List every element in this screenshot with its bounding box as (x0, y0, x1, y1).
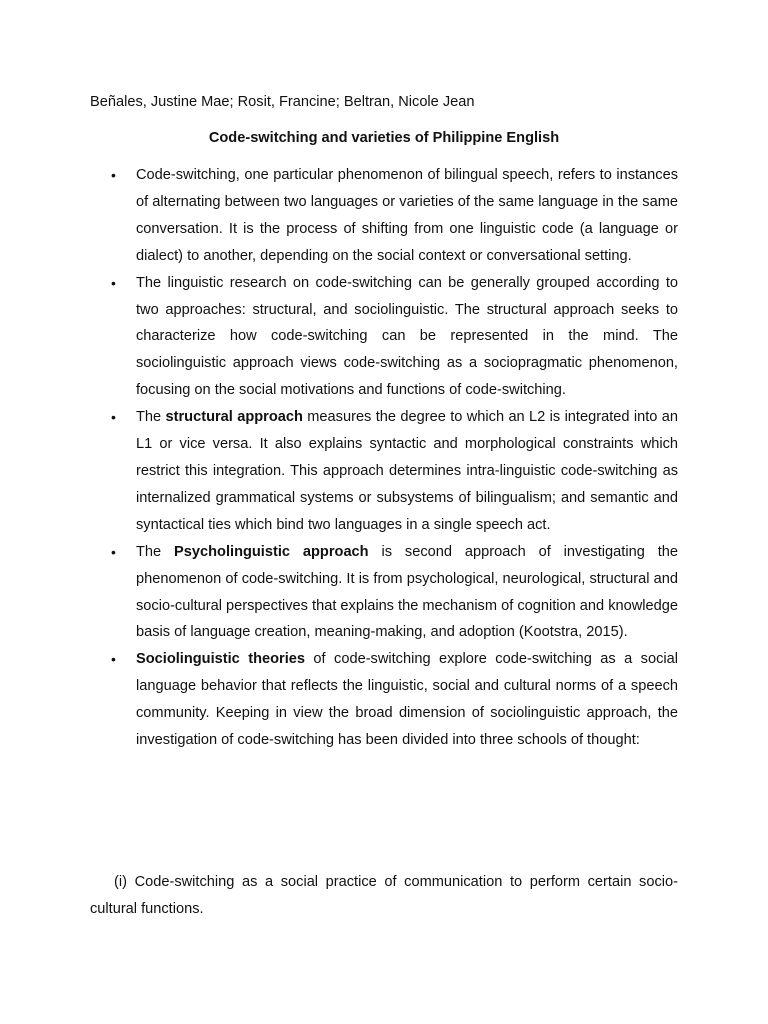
bullet-icon: • (111, 274, 116, 291)
bullet-text (136, 409, 678, 533)
bullet-icon: • (111, 651, 116, 668)
bullet-item-5 (111, 646, 678, 754)
bullet-list (111, 162, 678, 754)
document-title: Code-switching and varieties of Philippine English (208, 130, 560, 146)
bullet-text: The linguistic research on code-switching can be generally grouped according to two approaches: structural, and sociolinguistic. The structural approach seeks to characterize how code-switching can be represented in the mind. The sociolinguistic approach views code-switching as a sociopragmatic phenomenon, focusing on the social motivations and functions of code-switching. (136, 274, 678, 399)
bullet-text (136, 651, 678, 748)
bullet-bold-term: Psycholinguistic approach (174, 543, 369, 560)
bullet-bold-term: structural approach (165, 409, 303, 426)
bullet-item-2 (111, 270, 678, 405)
bullet-item-4 (111, 539, 678, 647)
bullet-icon: • (111, 409, 116, 426)
bullet-prefix: The (136, 409, 166, 426)
bullet-item-3 (111, 404, 678, 539)
bullet-bold-term: Sociolinguistic theories (136, 651, 305, 668)
bullet-body: is second approach of investigating the phenomenon of code-switching. It is from psychological, neurological, structural and socio-cultural perspectives that explains the mechanism of cognition and knowledge basis of language creation, meaning-making, and adoption (Kootstra, 2015). (136, 543, 678, 641)
bullet-icon: • (111, 543, 116, 560)
bullet-body: of code-switching explore code-switching as a social language behavior that reflects the linguistic, social and cultural norms of a speech community. Keeping in view the broad dimension of sociolinguistic approach, the investigation of code-switching has been divided into three schools of thought: (136, 651, 678, 749)
bullet-icon: • (111, 167, 116, 183)
bullet-item-1 (111, 162, 678, 270)
closing-paragraph: (i) Code-switching as a social practice of communication to perform certain socio-cultural functions. (90, 874, 678, 917)
bullet-body: measures the degree to which an L2 is integrated into an L1 or vice versa. It also explains syntactic and morphological constraints which restrict this integration. This approach determines intra-linguistic code-switching as internalized grammatical systems or subsystems of bilingualism; and semantic and syntactical ties which bind two languages in a single speech act. (136, 409, 678, 533)
bullet-prefix: The (136, 543, 175, 560)
bullet-text (136, 544, 678, 641)
bullet-text: Code-switching, one particular phenomenon of bilingual speech, refers to instances of alternating between two languages or varieties of the same language in the same conversation. It is the process of shifting from one linguistic code (a language or dialect) to another, depending on the social context or conversational setting. (136, 167, 678, 264)
authors-line: Beñales, Justine Mae; Rosit, Francine; Beltran, Nicole Jean (90, 94, 475, 110)
